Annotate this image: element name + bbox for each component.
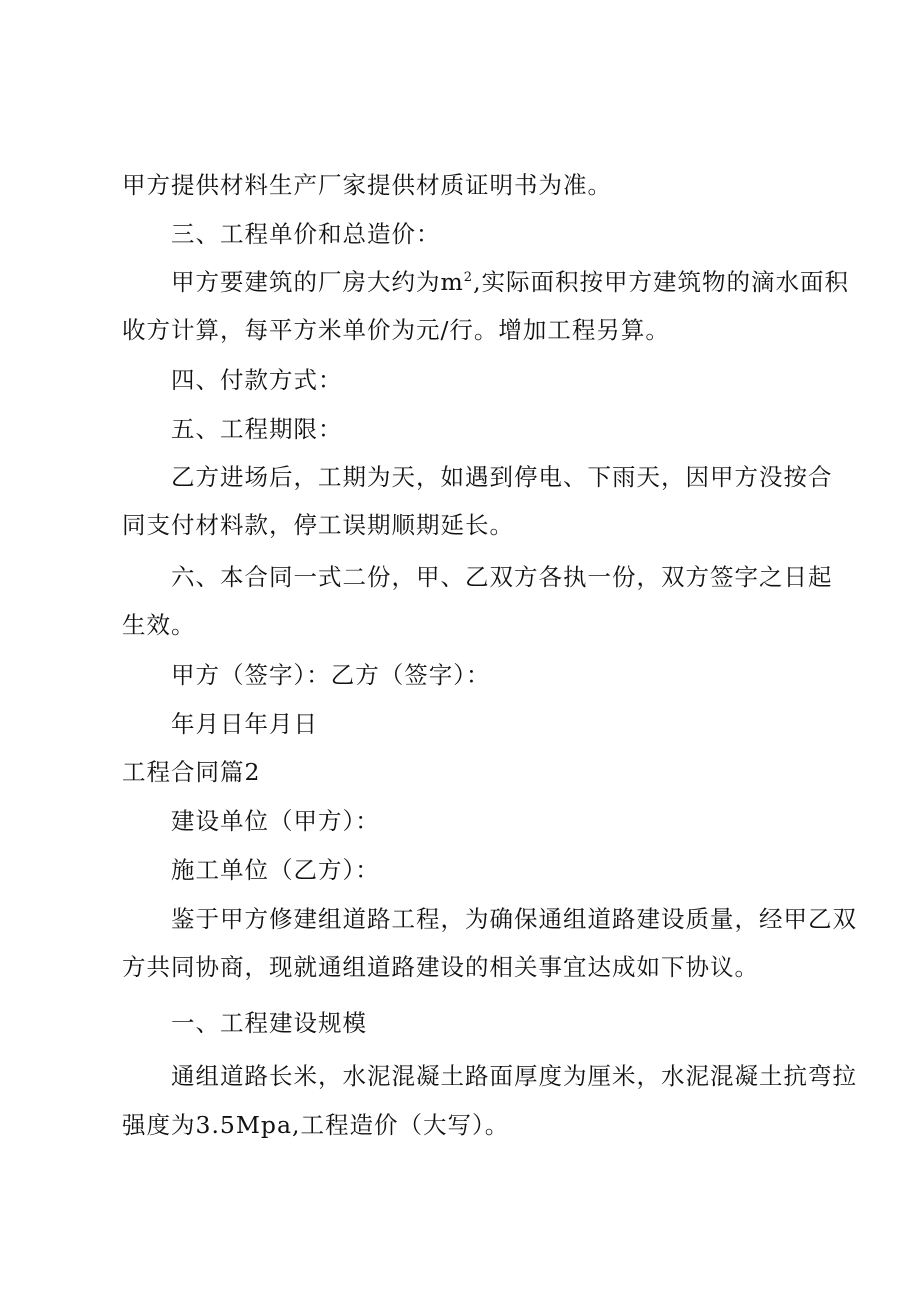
superscript: 2 <box>463 270 474 286</box>
paragraph-line: 生效。 <box>122 611 196 639</box>
section-heading-period: 五、工程期限： <box>171 415 343 443</box>
section-heading-payment: 四、付款方式： <box>171 366 343 394</box>
signature-line: 甲方（签字）：乙方（签字）： <box>171 661 491 689</box>
paragraph-line: 方共同协商，现就通组道路建设的相关事宜达成如下协议。 <box>122 953 759 981</box>
section-heading-price: 三、工程单价和总造价： <box>171 220 441 248</box>
party-a-line: 建设单位（甲方）： <box>171 807 380 835</box>
date-line: 年月日年月日 <box>171 710 318 738</box>
text-fragment: 甲方要建筑的厂房大约为m <box>171 268 464 296</box>
section-heading-scale: 一、工程建设规模 <box>171 1009 367 1037</box>
paragraph-line <box>171 267 849 297</box>
paragraph-line: 强度为3.5Mpa,工程造价（大写）。 <box>122 1111 510 1139</box>
paragraph-line: 乙方进场后，工期为天，如遇到停电、下雨天，因甲方没按合 <box>171 463 833 491</box>
paragraph-line: 收方计算，每平方米单价为元/行。增加工程另算。 <box>122 316 670 344</box>
party-b-line: 施工单位（乙方）： <box>171 856 380 884</box>
paragraph-line: 同支付材料款，停工误期顺期延长。 <box>122 511 514 539</box>
paragraph-line: 鉴于甲方修建组道路工程，为确保通组道路建设质量，经甲乙双 <box>171 905 857 933</box>
article-title: 工程合同篇2 <box>122 758 261 786</box>
text-fragment: ,实际面积按甲方建筑物的滴水面积 <box>473 268 850 296</box>
paragraph-line: 甲方提供材料生产厂家提供材质证明书为准。 <box>122 171 612 199</box>
paragraph-line: 六、本合同一式二份，甲、乙双方各执一份，双方签字之日起 <box>171 563 833 591</box>
paragraph-line: 通组道路长米，水泥混凝土路面厚度为厘米，水泥混凝土抗弯拉 <box>171 1062 857 1090</box>
